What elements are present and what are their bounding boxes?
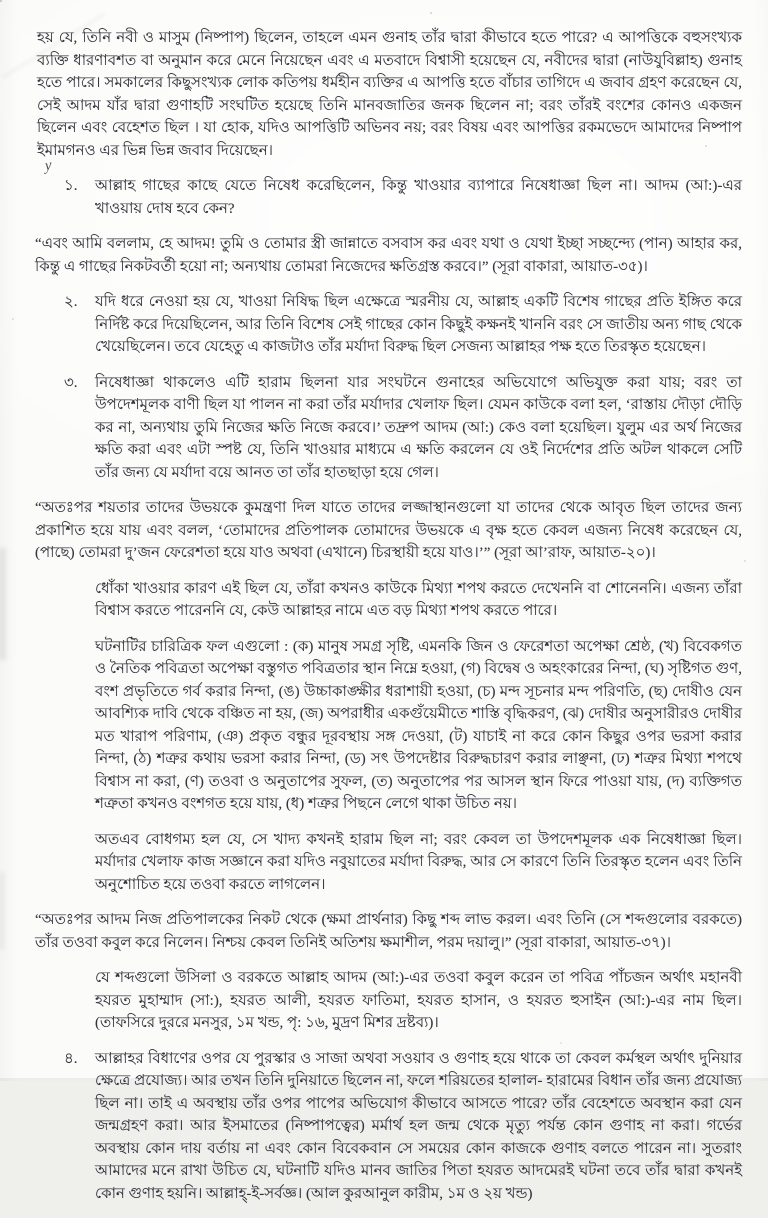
scan-edge-smudge (0, 548, 8, 660)
item-number: ১. (64, 178, 78, 194)
item-number: ৩. (64, 374, 78, 391)
numbered-item (37, 372, 742, 485)
quran-quote: “অতঃপর আদম নিজ প্রতিপালকের নিকট থেকে (ক্ষমা প্রার্থনার) কিছু শব্দ লাভ করল। এবং তিনি (সে শব্দগুলোর বরকতে) তাঁর তওবা কবুল করে নিলেন। নিশ্চয় কেবল তিনিই অতিশয় ক্ষমাশীল, পরম দয়ালু।” (সূরা বাকারা, আয়াত-৩৭)। (35, 912, 742, 951)
dust-specks (0, 0, 2, 2)
item-text: যদি ধরে নেওয়া হয় যে, খাওয়া নিষিদ্ধ ছিল এক্ষেত্রে স্মরনীয় যে, আল্লাহ একটি বিশেষ গাছের প্রতি ইঙ্গিত করে নির্দিষ্ট করে দিয়েছিলেন, আর তিনি বিশেষ সেই গাছের কোন কিছুই কক্ষনই খাননি বরং সে জাতীয় অন্য গাছ থেকে খেয়েছিলেন। তবে যেহেতু এ কাজটাও তাঁর মর্যাদা বিরুদ্ধ ছিল সেজন্য আল্লাহর পক্ষ হতে তিরস্কৃত হয়েছেন। (95, 294, 742, 355)
indented-paragraph: অতএব বোধগম্য হল যে, সে খাদ্য কখনই হারাম ছিল না; বরং কেবল তা উপদেশমূলক এক নিষেধাজ্ঞা ছিল। মর্যাদার খেলাফ কাজ সজ্ঞানে করা যদিও নবুয়াতের মর্যাদা বিরুদ্ধ, আর সে কারণে তিনি তিরস্কৃত হলেন এবং তিনি অনুশোচিত হয়ে তওবা করতে লাগলেন। (95, 831, 742, 893)
item-number: ২. (64, 294, 78, 310)
item-text: আল্লাহর বিধাণের ওপর যে পুরস্কার ও সাজা অথবা সওয়াব ও গুণাহ হয়ে থাকে তা কেবল কর্মস্থল অর্থাৎ দুনিয়ার ক্ষেত্রে প্রযোজ্য। আর তখন তিনি দুনিয়াতে ছিলেন না, ফলে শরিয়তের হালাল- হারামের বিধান তাঁর জন্য প্রযোজ্য ছিল না। তাই এ অবস্থায় তাঁর ওপর পাপের অভিযোগ কীভাবে আসতে পারে? তাঁর বেহেশতে অবস্থান করা যেন জন্মগ্রহণ করা। আর ইসমাতের (নিষ্পাপত্বের) মর্মার্থ হল জন্ম থেকে মৃত্যু পর্যন্ত কোন গুণাহ না করা। গর্ভের অবস্থায় কোন দায় বর্তায় না এবং কোন বিবেকবান সে সময়ের কোন কাজকে গুণাহ বলতে পারেন না। সুতরাং আমাদের মনে রাখা উচিত যে, ঘটনাটি যদিও মানব জাতির পিতা হযরত আদমেরই ঘটনা তবে তাঁর দ্বারা কখনই কোন গুণাহ হয়নি। আল্লাহ্-ই-সর্বজ্ঞ। (আল কুরআনুল কারীম, ১ম ও ২য় খন্ড) (95, 1050, 742, 1202)
quran-quote: “অতঃপর শয়তার তাদের উভয়কে কুমন্ত্রণা দিল যাতে তাদের লজ্জাস্থানগুলো যা তাদের থেকে আবৃত ছিল তাদের জন্য প্রকাশিত হয়ে যায় এবং বলল, ‘তোমাদের প্রতিপালক তোমাদের উভয়কে এ বৃক্ষ হতে কেবল এজন্য নিষেধ করেছেন যে, (পাছে) তোমরা দু’জন ফেরেশতা হয়ে যাও অথবা (এখানে) চিরস্থায়ী হয়ে যাও।’” (সূরা আ’রাফ, আয়াত-২০)। (35, 500, 742, 561)
item-text: নিষেধাজ্ঞা থাকলেও এটি হারাম ছিলনা যার সংঘটনে গুনাহের অভিযোগে অভিযুক্ত করা যায়; বরং তা উপদেশমূলক বাণী ছিল যা পালন না করা তাঁর মর্যাদার খেলাফ ছিল। যেমন কাউকে বলা হল, ‘রাস্তায় দৌড়া দৌড়ি কর না, অন্যথায় তুমি নিজের ক্ষতি নিজে করবে।’ তদ্রুপ আদম (আ:) কেও বলা হয়েছিল। যুলুম এর অর্থ নিজের ক্ষতি করা এবং এটা স্পষ্ট যে, তিনি খাওয়ার মাধ্যমে এ ক্ষতি করলেন যে ওই নির্দেশের প্রতি অটল থাকলে সেটি তাঁর জন্য যে মর্যাদা বয়ে আনত তা তাঁর হাতছাড়া হয়ে গেল। (95, 374, 742, 481)
item-text: আল্লাহ গাছের কাছে যেতে নিষেধ করেছিলেন, কিন্তু খাওয়ার ব্যাপারে নিষেধাজ্ঞা ছিল না। আদম (আ:)-এর খাওয়ায় দোষ হবে কেন? (95, 178, 742, 217)
indented-paragraph: ঘটনাটির চারিত্রিক ফল এগুলো : (ক) মানুষ সমগ্র সৃষ্টি, এমনকি জিন ও ফেরেশতা অপেক্ষা শ্রেষ্ঠ, (খ) বিবেকগত ও নৈতিক পবিত্রতা অপেক্ষা বস্তুগত পবিত্রতার স্থান নিম্নে হওয়া, (গ) বিদ্বেষ ও অহংকারের নিন্দা, (ঘ) সৃষ্টিগত গুণ, বংশ প্রভৃতিতে গর্ব করার নিন্দা, (ঙ) উচ্চাকাঙ্ক্ষীর ধরাশায়ী হওয়া, (চ) মন্দ সূচনার মন্দ পরিণতি, (ছ) দোষীও যেন আবশ্যিক দাবি থেকে বঞ্চিত না হয়, (জ) অপরাধীর একগুঁয়েমীতে শাস্তি বৃদ্ধিকরণ, (ঝ) দোষীর অনুসারীরও দোষীর মত খারাপ পরিণাম, (ঞ) প্রকৃত বন্ধুর দূরবস্থায় সঙ্গ দেওয়া, (ট) যাচাই না করে কোন কিছুর ওপর ভরসা করার নিন্দা, (ঠ) শত্রুর কথায় ভরসা করার নিন্দা, (ড) সৎ উপদেষ্টার বিরুদ্ধচারণ করার লাঞ্ছনা, (ঢ) শত্রুর মিথ্যা শপথে বিশ্বাস না করা, (ণ) তওবা ও অনুতাপের সুফল, (ত) অনুতাপের পর আসল স্থান ফিরে পাওয়া যায়, (দ) ব্যক্তিগত শত্রুতা কখনও বংশগত হয়ে যায়, (ধ) শত্রুর পিছনে লেগে থাকা উচিত নয়। (95, 638, 742, 812)
scan-edge-smudge (0, 872, 6, 950)
numbered-item (37, 175, 742, 220)
indented-paragraph: যে শব্দগুলো উসিলা ও বরকতে আল্লাহ আদম (আ:)-এর তওবা কবুল করেন তা পবিত্র পাঁচজন অর্থাৎ মহানবী হযরত মুহাম্মাদ (সা:), হযরত আলী, হযরত ফাতিমা, হযরত হাসান, ও হযরত হুসাইন (আ:)-এর নাম ছিল।(তাফসিরে দুররে মনসুর, ১ম খন্ড, পৃ: ১৬, মুদ্রণ মিশর দ্রষ্টব্য)। (95, 970, 742, 1031)
numbered-item (37, 1048, 742, 1206)
item-number: ৪. (64, 1050, 78, 1067)
quran-quote: “এবং আমি বললাম, হে আদম! তুমি ও তোমার স্ত্রী জান্নাতে বসবাস কর এবং যথা ও যেথা ইচ্ছা সচ্ছন্দ্যে (পান) আহার কর, কিন্তু এ গাছের নিকটবর্তী হয়ো না; অন্যথায় তোমরা নিজেদের ক্ষতিগ্রস্ত করবে।” (সূরা বাকারা, আয়াত-৩৫)। (35, 236, 742, 275)
handwritten-pen-mark: y (44, 157, 52, 175)
document-body (37, 27, 742, 1218)
body-paragraph: হয় যে, তিনি নবী ও মাসুম (নিষ্পাপ) ছিলেন, তাহলে এমন গুনাহ তাঁর দ্বারা কীভাবে হতে পারে? এ আপত্তিকে বহুসংখ্যক ব্যক্তি ধারণাবশত বা অনুমান করে মেনে নিয়েছেন এবং এ মতবাদে বিশ্বাসী হয়েছেন যে, নবীদের দ্বারা (নাউযুবিল্লাহ) গুনাহ হতে পারে। সমকালের কিছুসংখ্যক লোক কতিপয় ধর্মহীন ব্যক্তির এ আপত্তি হতে বাঁচার তাগিদে এ জবাব গ্রহণ করেছেন যে, সেই আদম যাঁর দ্বারা গুণাহটি সংঘটিত হয়েছে তিনি মানবজাতির জনক ছিলেন না; বরং তাঁরই বংশের কোনও একজন ছিলেন এবং বেহেশত ছিল । যা হোক, যদিও আপত্তিটি অভিনব নয়; বরং বিষয় এবং আপত্তির রকমভেদে আমাদের নিষ্পাপ ইমামগনও এর ভিন্ন ভিন্ন জবাব দিয়েছেন। (37, 30, 742, 159)
numbered-item (37, 291, 742, 359)
indented-paragraph: ধোঁকা খাওয়ার কারণ এই ছিল যে, তাঁরা কখনও কাউকে মিথ্যা শপথ করতে দেখেননি বা শোনেননি। এজন্য তাঁরা বিশ্বাস করতে পারেননি যে, কেউ আল্লাহর নামে এত বড় মিথ্যা শপথ করতে পারে। (95, 580, 742, 619)
